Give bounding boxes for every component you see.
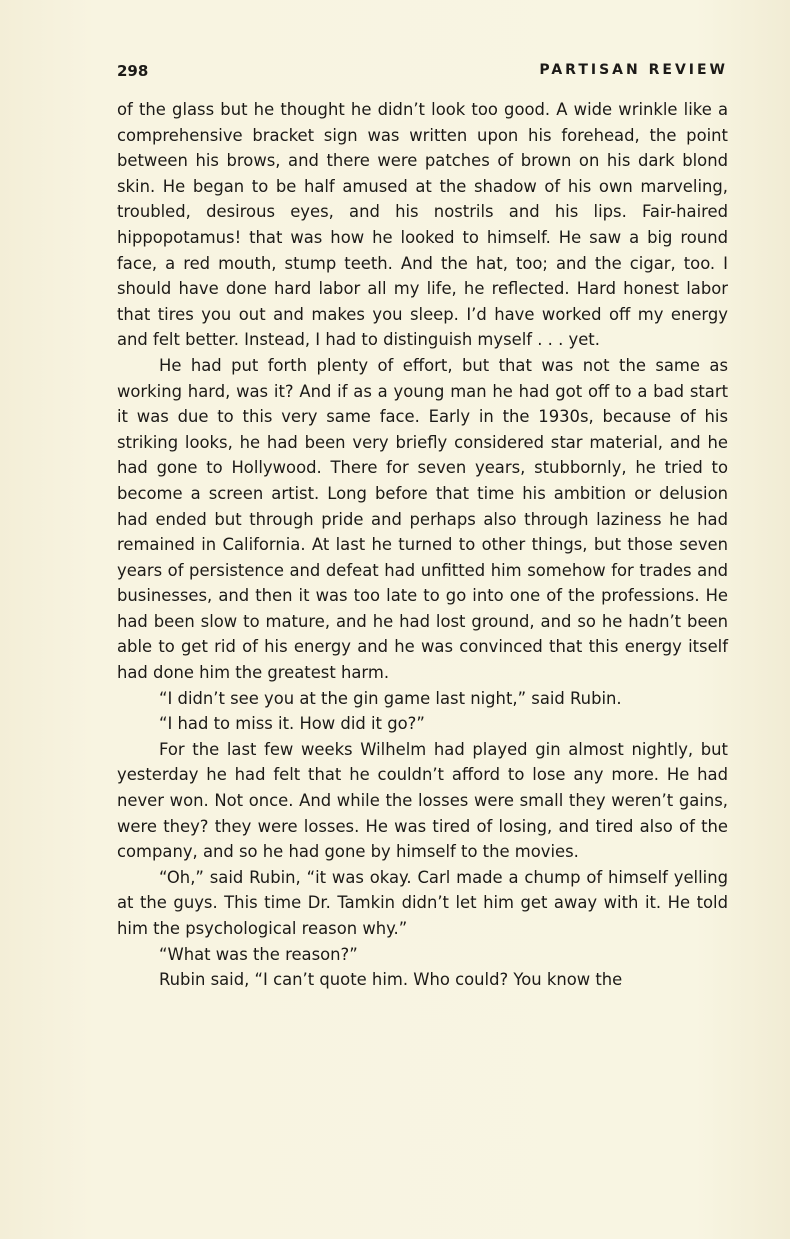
paragraph: For the last few weeks Wilhelm had played gin almost nightly, but yesterday he had felt that he couldn’t afford to lose any more. He had never won. Not once. And while the losses were small they weren’t gains, were they? they were losses. He was tired of losing, and tired also of the company, and so he had gone by himself to the movies. <box>117 739 728 862</box>
paragraph-final: Rubin said, “I can’t quote him. Who could? You know the <box>159 970 623 990</box>
body-text <box>117 97 728 993</box>
page-number: 298 <box>117 62 149 80</box>
paragraph-continued: of the glass but he thought he didn’t look too good. A wide wrinkle like a comprehensive bracket sign was written upon his forehead, the point between his brows, and there were patches of brown on his dark blond skin. He began to be half amused at the shadow of his own marveling, troubled, desirous eyes, and his nostrils and his lips. Fair-haired hippopotamus! that was how he looked to himself. He saw a big round face, a red mouth, stump teeth. And the hat, too; and the cigar, too. I should have done hard labor all my life, he reflected. Hard honest labor that tires you out and makes you sleep. I’d have worked off my energy and felt better. Instead, I had to distinguish myself . . . yet. <box>117 100 728 350</box>
paragraph: He had put forth plenty of effort, but that was not the same as working hard, was it? And if as a young man he had got off to a bad start it was due to this very same face. Early in the 1930s, because of his striking looks, he had been very briefly considered star material, and he had gone to Hollywood. There for seven years, stubbornly, he tried to become a screen artist. Long before that time his ambition or delusion had ended but through pride and perhaps also through laziness he had remained in California. At last he turned to other things, but those seven years of persistence and defeat had unfitted him somehow for trades and businesses, and then it was too late to go into one of the professions. He had been slow to mature, and he had lost ground, and so he hadn’t been able to get rid of his energy and he was convinced that this energy itself had done him the greatest harm. <box>117 355 728 683</box>
running-head: PARTISAN REVIEW <box>539 62 728 78</box>
paragraph: “Oh,” said Rubin, “it was okay. Carl made a chump of himself yelling at the guys. This time Dr. Tamkin didn’t let him get away with it. He told him the psychological reason why.” <box>117 867 728 938</box>
paragraph: “I had to miss it. How did it go?” <box>159 714 425 734</box>
page-header <box>117 62 728 86</box>
paragraph: “I didn’t see you at the gin game last night,” said Rubin. <box>159 688 622 708</box>
paragraph: “What was the reason?” <box>159 944 358 964</box>
